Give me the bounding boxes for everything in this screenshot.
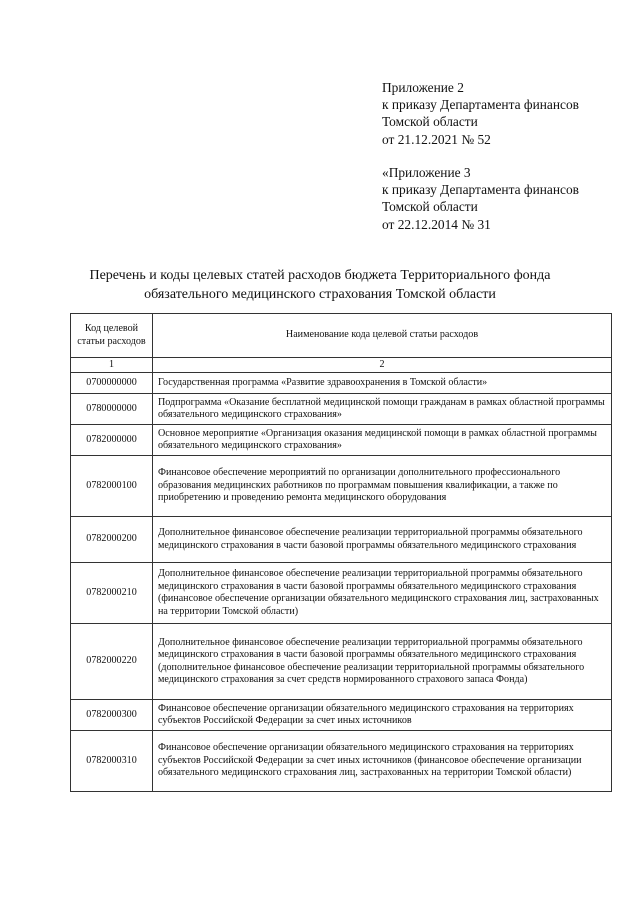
- code-cell: 0780000000: [71, 394, 153, 425]
- title-line-2: обязательного медицинского страхования Томской области: [144, 287, 496, 302]
- name-column-header: Наименование кода целевой статьи расходов: [153, 314, 612, 358]
- name-cell: Финансовое обеспечение мероприятий по организации дополнительного профессионального образования медицинских работников по программам повышения квалификации, а также по приобретению и проведению ремонта медицинского оборудования: [153, 456, 612, 517]
- code-column-number: 1: [71, 358, 153, 373]
- name-cell: Дополнительное финансовое обеспечение реализации территориальной программы обязательного медицинского страхования в части базовой программы обязательного медицинского страхования: [153, 517, 612, 563]
- name-cell: Основное мероприятие «Организация оказания медицинской помощи в рамках областной программы обязательного медицинского страхования»: [153, 425, 612, 456]
- order-reference: к приказу Департамента финансов: [382, 182, 579, 198]
- name-cell: Дополнительное финансовое обеспечение реализации территориальной программы обязательного медицинского страхования в части базовой программы обязательного медицинского страхования (финансовое обеспечение организации обязательного медицинского страхования лиц, застрахованных на территории Томской области): [153, 563, 612, 624]
- name-cell: Финансовое обеспечение организации обязательного медицинского страхования на территориях субъектов Российской Федерации за счет иных источников: [153, 700, 612, 731]
- code-cell: 0700000000: [71, 373, 153, 394]
- code-cell: 0782000200: [71, 517, 153, 563]
- code-cell: 0782000100: [71, 456, 153, 517]
- region-name: Томской области: [382, 114, 478, 130]
- table-row: [71, 456, 612, 517]
- code-cell: 0782000220: [71, 624, 153, 700]
- name-column-number: 2: [153, 358, 612, 373]
- region-name: Томской области: [382, 199, 478, 215]
- document-title: [60, 266, 580, 304]
- table-row: [71, 624, 612, 700]
- table-row: [71, 373, 612, 394]
- table-row: [71, 563, 612, 624]
- code-cell: 0782000310: [71, 731, 153, 792]
- order-reference: к приказу Департамента финансов: [382, 97, 579, 113]
- code-cell: 0782000300: [71, 700, 153, 731]
- appendix-title: Приложение 2: [382, 80, 464, 95]
- table-row: [71, 517, 612, 563]
- name-cell: Финансовое обеспечение организации обязательного медицинского страхования на территориях субъектов Российской Федерации за счет иных источников (финансовое обеспечение организации обязательного медицинского страхования лиц, застрахованных на территории Томской области): [153, 731, 612, 792]
- target-codes-table: [70, 313, 612, 792]
- table-row: [71, 394, 612, 425]
- original-appendix-header: [382, 164, 632, 233]
- appendix-title: «Приложение 3: [382, 165, 471, 180]
- appendix-header: [382, 79, 632, 148]
- name-cell: Подпрограмма «Оказание бесплатной медицинской помощи гражданам в рамках областной программы обязательного медицинского страхования»: [153, 394, 612, 425]
- order-date-number: от 22.12.2014 № 31: [382, 216, 491, 232]
- code-column-header: Код целевой статьи расходов: [71, 314, 153, 358]
- code-cell: 0782000000: [71, 425, 153, 456]
- table-row: [71, 700, 612, 731]
- order-date-number: от 21.12.2021 № 52: [382, 131, 491, 147]
- name-cell: Дополнительное финансовое обеспечение реализации территориальной программы обязательного медицинского страхования в части базовой программы обязательного медицинского страхования (дополнительное финансовое обеспечение реализации территориальной программы обязательного медицинского страхования за счет средств нормированного страхового запаса Фонда): [153, 624, 612, 700]
- code-cell: 0782000210: [71, 563, 153, 624]
- title-line-1: Перечень и коды целевых статей расходов бюджета Территориального фонда: [89, 268, 551, 283]
- table-row: [71, 731, 612, 792]
- table-row: [71, 425, 612, 456]
- name-cell: Государственная программа «Развитие здравоохранения в Томской области»: [153, 373, 612, 394]
